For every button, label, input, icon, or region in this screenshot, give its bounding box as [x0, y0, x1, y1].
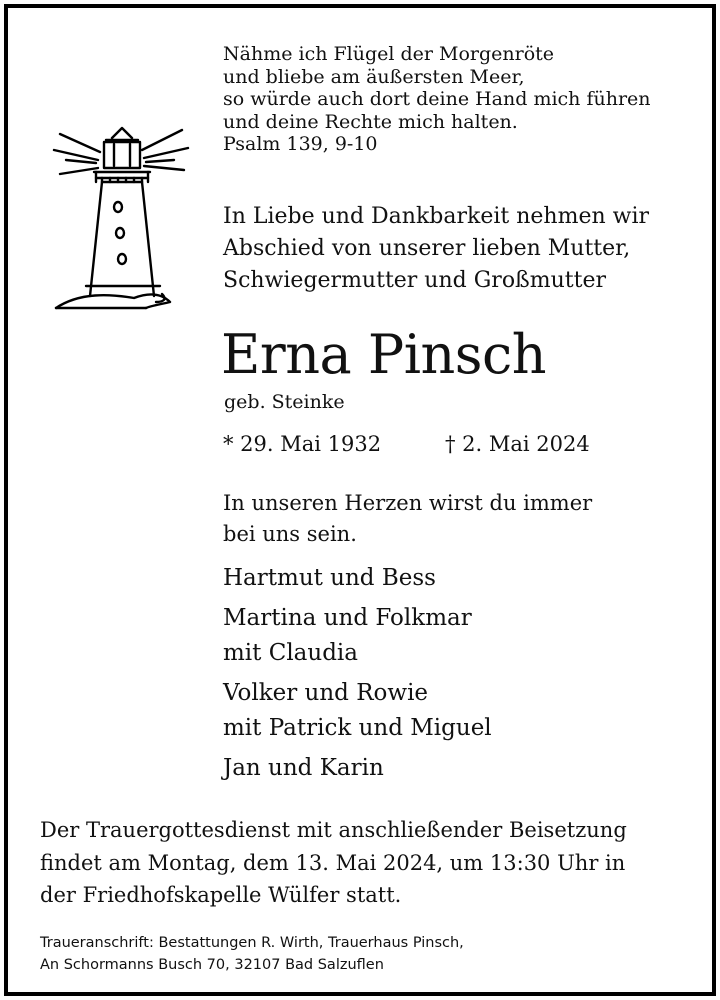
farewell-text: [223, 201, 649, 297]
mourner-line: Jan und Karin: [223, 755, 384, 781]
service-line: findet am Montag, dem 13. Mai 2024, um 13:30 Uhr in: [40, 850, 626, 875]
memorial-text: [223, 488, 592, 550]
mourner-line: Martina und Folkmar: [223, 605, 472, 631]
verse-line: und deine Rechte mich halten.: [223, 110, 518, 133]
notice-frame: [4, 4, 716, 996]
farewell-line: Abschied von unserer lieben Mutter,: [223, 236, 631, 261]
mourners-list: [223, 561, 492, 791]
mourner-group: [223, 561, 492, 596]
verse-line: so würde auch dort deine Hand mich führen: [223, 88, 651, 110]
maiden-name: geb. Steinke: [224, 391, 345, 413]
farewell-line: In Liebe und Dankbarkeit nehmen wir: [223, 204, 650, 229]
lighthouse-icon: [50, 116, 190, 320]
mourner-line: mit Patrick und Miguel: [223, 715, 492, 741]
mourner-line: Volker und Rowie: [223, 680, 429, 706]
service-announcement: [40, 814, 627, 912]
mourner-line: mit Claudia: [223, 640, 358, 666]
verse-line: und bliebe am äußersten Meer,: [223, 65, 525, 88]
memorial-line: bei uns sein.: [223, 522, 357, 546]
verse-line: Nähme ich Flügel der Morgenröte: [223, 43, 555, 65]
mourner-group: [223, 601, 492, 671]
mourner-line: Hartmut und Bess: [223, 565, 436, 591]
verse-source: Psalm 139, 9-10: [223, 133, 378, 155]
mourner-group: [223, 751, 492, 786]
birth-date: * 29. Mai 1932: [223, 432, 382, 456]
farewell-line: Schwiegermutter und Großmutter: [223, 268, 607, 293]
deceased-name: Erna Pinsch: [221, 323, 546, 386]
service-line: der Friedhofskapelle Wülfer statt.: [40, 883, 402, 907]
address-line: Traueranschrift: Bestattungen R. Wirth, Trauerhaus Pinsch,: [40, 935, 464, 951]
mourner-group: [223, 676, 492, 746]
death-date: † 2. Mai 2024: [445, 432, 590, 456]
address-line: An Schormanns Busch 70, 32107 Bad Salzuflen: [40, 957, 384, 973]
service-line: Der Trauergottesdienst mit anschließender Beisetzung: [40, 818, 627, 842]
psalm-verse: [223, 43, 651, 156]
memorial-line: In unseren Herzen wirst du immer: [223, 491, 593, 515]
mourning-address: [40, 932, 464, 976]
